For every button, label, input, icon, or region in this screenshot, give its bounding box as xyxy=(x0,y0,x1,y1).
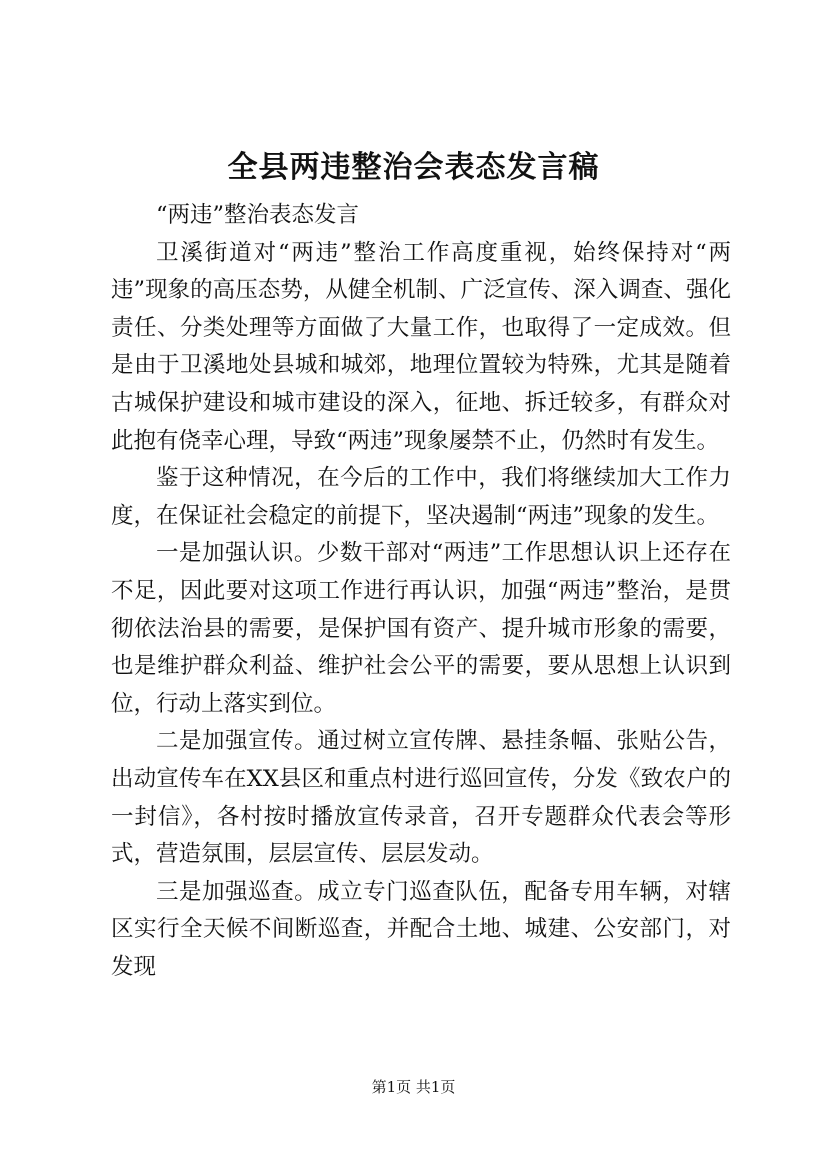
paragraph-subtitle: “两违”整治表态发言 xyxy=(156,202,360,228)
paragraph-point-two: 二是加强宣传。通过树立宣传牌、悬挂条幅、张贴公告，出动宣传车在XX县区和重点村进行巡回宣传，分发《致农户的一封信》，各村按时播放宣传录音，召开专题群众代表会等形式，营造氛围，层层宣传、层层发动。 xyxy=(111,728,731,868)
paragraph-point-three: 三是加强巡查。成立专门巡查队伍，配备专用车辆，对辖区实行全天候不间断巡查，并配合土地、城建、公安部门，对发现 xyxy=(111,878,731,980)
document-title: 全县两违整治会表态发言稿 xyxy=(227,150,600,185)
paragraph-intro: 卫溪街道对“两违”整治工作高度重视，始终保持对“两违”现象的高压态势，从健全机制、广泛宣传、深入调查、强化责任、分类处理等方面做了大量工作，也取得了一定成效。但是由于卫溪地处县城和城郊，地理位置较为特殊，尤其是随着古城保护建设和城市建设的深入，征地、拆迁较多，有群众对此抱有侥幸心理，导致“两违”现象屡禁不止，仍然时有发生。 xyxy=(111,239,731,454)
paragraph-plan: 鉴于这种情况，在今后的工作中，我们将继续加大工作力度，在保证社会稳定的前提下，坚决遏制“两违”现象的发生。 xyxy=(111,465,731,529)
document-body xyxy=(111,197,731,986)
paragraph-point-one: 一是加强认识。少数干部对“两违”工作思想认识上还存在不足，因此要对这项工作进行再认识，加强“两违”整治，是贯彻依法治县的需要，是保护国有资产、提升城市形象的需要，也是维护群众利益、维护社会公平的需要，要从思想上认识到位，行动上落实到位。 xyxy=(111,540,731,717)
page-footer: 第1页 共1页 xyxy=(371,1078,456,1096)
